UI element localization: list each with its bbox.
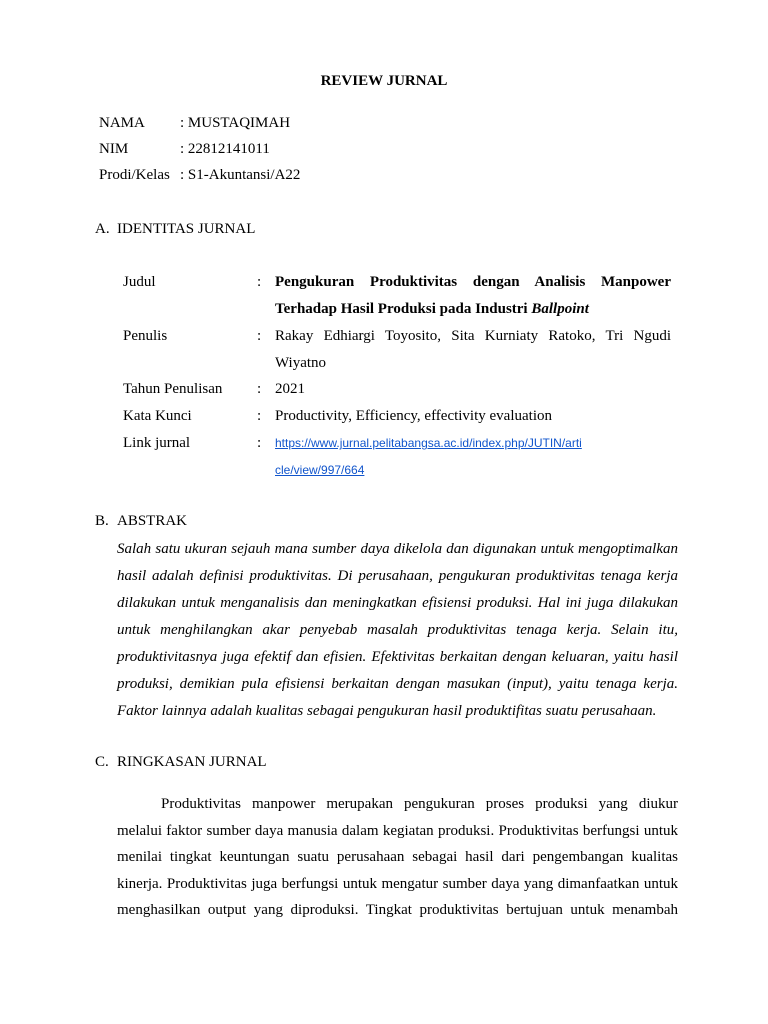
summary-text [117,791,678,924]
section-a-heading [95,219,255,239]
penulis-line-1: Rakay Edhiargi Toyosito, Sita Kurniaty Ratoko, Tri Ngudi [275,328,671,344]
link-colon: : [257,435,262,451]
section-c-heading [95,752,267,772]
summary-line: menilai tingkat keuntungan suatu perusahaan sebagai hasil dari pengembangan kualitas [117,849,678,865]
section-b-heading [95,511,187,531]
penulis-colon: : [257,328,262,344]
nama-value: : MUSTAQIMAH [180,115,291,131]
kata-kunci-colon: : [257,408,262,424]
nim-value: : 22812141011 [180,141,270,157]
tahun-colon: : [257,381,262,397]
section-c-letter: C. [95,754,109,770]
prodi-value: : S1-Akuntansi/A22 [180,167,301,183]
document-title: REVIEW JURNAL [320,73,448,89]
nama-label: NAMA [99,115,145,131]
section-b-title: ABSTRAK [117,513,188,529]
prodi-label: Prodi/Kelas [99,167,170,183]
section-b-letter: B. [95,513,109,529]
summary-line: Produktivitas manpower merupakan pengukuran proses produksi yang diukur [161,796,678,812]
link-label: Link jurnal [123,435,191,451]
abstract-line: hasil adalah definisi produktivitas. Di perusahaan, pengukuran produktivitas tenaga kerja [117,568,678,584]
section-a-title: IDENTITAS JURNAL [117,221,256,237]
section-c-title: RINGKASAN JURNAL [117,754,267,770]
penulis-value [275,323,671,377]
abstract-line: produktivitasnya juga efektif dan efisien. Efektivitas berkaitan dengan keluaran, yaitu hasil [117,649,678,665]
summary-line: kinerja. Produktivitas juga berfungsi untuk mengatur sumber daya yang dimanfaatkan untuk [117,875,678,892]
judul-line-1: Pengukuran Produktivitas dengan Analisis Manpower [275,274,671,290]
penulis-line-2: Wiyatno [275,355,327,371]
kata-kunci-label: Kata Kunci [123,408,192,424]
abstract-line: produksi, demikian pula efisiensi berkaitan dengan masukan (input), yaitu tenaga kerja. [117,676,678,692]
journal-link-line-1[interactable]: https://www.jurnal.pelitabangsa.ac.id/index.php/JUTIN/arti [275,436,582,450]
judul-colon: : [257,274,262,290]
judul-label: Judul [123,274,156,290]
abstract-line: untuk menghilangkan akar penyebab masalah produktivitas tenaga kerja. Selain itu, [117,622,678,638]
judul-line-2-text: Terhadap Hasil Produksi pada Industri [275,301,532,317]
judul-line-2 [275,296,671,323]
kata-kunci-value: Productivity, Efficiency, effectivity evaluation [275,408,552,424]
tahun-value: 2021 [275,381,305,397]
journal-link-line-2[interactable]: cle/view/997/664 [275,463,365,477]
abstract-line: Faktor lainnya adalah kualitas sebagai pengukuran hasil produktifitas suatu perusahaan. [117,703,657,719]
nim-label: NIM [99,141,129,157]
judul-value [275,269,671,323]
summary-line: melalui faktor sumber daya manusia dalam kegiatan produksi. Produktivitas berfungsi untuk [117,822,678,839]
abstract-line: Salah satu ukuran sejauh mana sumber daya dikelola dan digunakan untuk mengoptimalkan [117,541,678,557]
tahun-label: Tahun Penulisan [123,381,223,397]
judul-line-2-italic: Ballpoint [531,301,589,317]
summary-line: menghasilkan output yang diproduksi. Tingkat produktivitas bertujuan untuk menambah [117,902,678,918]
penulis-label: Penulis [123,328,168,344]
abstract-text [117,536,678,725]
section-a-letter: A. [95,221,110,237]
link-value [275,430,671,484]
abstract-line: dilakukan untuk menganalisis dan meningkatkan efisiensi produksi. Hal ini juga dilakukan [117,595,678,611]
